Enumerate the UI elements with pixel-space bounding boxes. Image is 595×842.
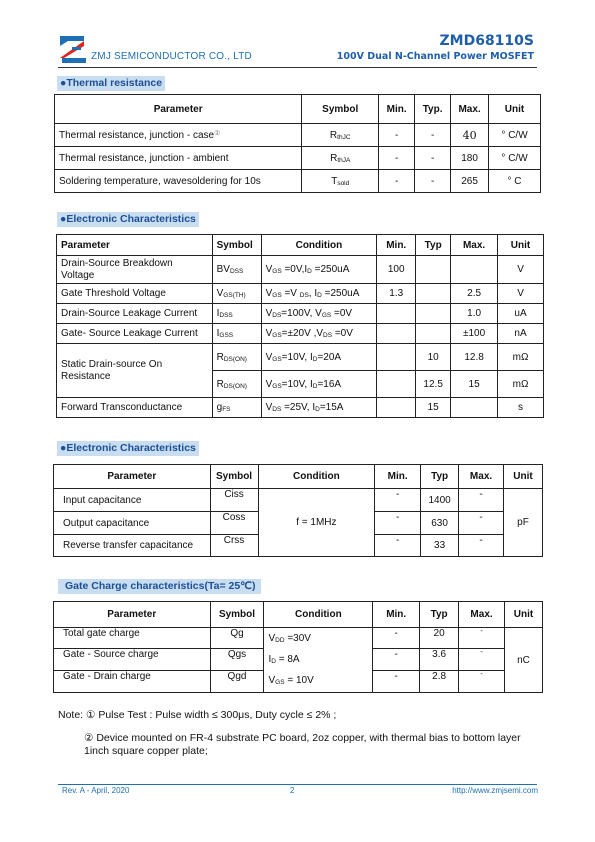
col-header: Condition <box>261 235 377 256</box>
symbol-cell: g <box>216 402 223 413</box>
col-header: Min. <box>379 95 415 124</box>
condition-cell: $V_{GS} =V$ $_{DS}$, $I_D =250uA$ <box>261 284 377 304</box>
capacitance-section-title: ●Electronic Characteristics <box>57 441 199 456</box>
max-cell: 15 <box>451 371 498 398</box>
table-header-row <box>54 602 543 628</box>
footer-divider <box>58 784 537 785</box>
unit-cell: ° C <box>489 170 541 193</box>
symbol-cell: T <box>331 175 338 187</box>
footer-page-number: 2 <box>290 786 295 795</box>
gate-charge-section-title: Gate Charge characteristics(Ta= 25℃) <box>58 579 261 594</box>
col-header: Parameter <box>55 95 302 124</box>
note-2: ② Device mounted on FR-4 substrate PC board, 2oz copper, with thermal bias to bottom layer 1inch square copper plate; <box>84 732 521 757</box>
col-header: Symbol <box>210 465 258 489</box>
condition-cell: $V_{GS}=10V$, $I_D=16A$ <box>261 371 377 398</box>
unit-cell: V <box>498 256 544 284</box>
company-name: ZMJ SEMICONDUCTOR CO., LTD <box>91 51 252 62</box>
symbol-sub: FS <box>222 406 231 413</box>
condition-cell: $V_{GS} =0V,I_D =250uA$ <box>261 256 377 284</box>
unit-cell: nA <box>498 324 544 344</box>
symbol-cell: Qg <box>210 628 264 649</box>
company-logo-icon <box>58 34 88 64</box>
condition-cell: $V_{GS}=10V$, $I_D=20A$ <box>261 344 377 371</box>
col-header: Unit <box>489 95 541 124</box>
typ-cell: 10 <box>416 344 451 371</box>
symbol-cell: I <box>216 308 220 319</box>
typ-cell: 12.5 <box>416 371 451 398</box>
unit-cell: pF <box>504 489 543 557</box>
col-header: Condition <box>264 602 373 628</box>
col-header: Max. <box>451 235 498 256</box>
param-cell: Drain-Source Breakdown Voltage <box>57 256 213 284</box>
symbol-cell: Qgd <box>210 670 264 692</box>
capacitance-table <box>53 464 543 557</box>
max-cell: 12.8 <box>451 344 498 371</box>
param-cell: Gate - Drain charge <box>54 670 211 692</box>
symbol-cell: Ciss <box>210 489 258 512</box>
symbol-cell: R <box>329 129 338 141</box>
max-cell: 40 <box>451 124 489 147</box>
param-cell: Gate Threshold Voltage <box>57 284 213 304</box>
unit-cell: mΩ <box>498 344 544 371</box>
symbol-sub: thJC <box>337 133 351 141</box>
param-cell: Drain-Source Leakage Current <box>57 304 213 324</box>
col-header: Symbol <box>302 95 379 124</box>
table-row <box>57 398 544 418</box>
typ-cell: 20 <box>420 628 459 649</box>
table-row <box>55 124 541 147</box>
table-header-row <box>54 465 543 489</box>
max-cell: 265 <box>451 170 489 193</box>
symbol-sub: GS(TH) <box>223 292 246 299</box>
electronic-table <box>56 234 544 418</box>
symbol-sub: GSS <box>219 332 234 339</box>
col-header: Unit <box>505 602 543 628</box>
symbol-cell: V <box>216 288 224 299</box>
min-cell: - <box>379 124 415 147</box>
max-cell: - <box>459 512 504 535</box>
typ-cell: 33 <box>421 535 459 557</box>
table-row <box>57 344 544 371</box>
param-cell: Output capacitance <box>54 512 211 535</box>
part-number: ZMD68110S <box>439 33 534 49</box>
col-header: Symbol <box>210 602 264 628</box>
condition-cell: $V_{GS}=\pm 20V$ $,V_{DS} =0V$ <box>261 324 377 344</box>
typ-cell: 3.6 <box>420 648 459 670</box>
symbol-cell: R <box>330 152 338 164</box>
col-header: Condition <box>258 465 375 489</box>
condition-cell: $V_{DS}=100V$, $V_{GS} =0V$ <box>261 304 377 324</box>
param-cell: Total gate charge <box>54 628 211 649</box>
unit-cell: s <box>498 398 544 418</box>
note-1: Note: ① Pulse Test : Pulse width ≤ 300μs, Duty cycle ≤ 2% ; <box>58 709 337 721</box>
table-header-row <box>55 95 541 124</box>
col-header: Min. <box>377 235 416 256</box>
symbol-sub: DSS <box>229 268 244 275</box>
min-cell: - <box>373 648 420 670</box>
col-header: Typ. <box>415 95 451 124</box>
param-cell: Gate - Source charge <box>54 648 211 670</box>
symbol-cell: Crss <box>210 535 258 557</box>
col-header: Parameter <box>54 602 211 628</box>
unit-cell: mΩ <box>498 371 544 398</box>
unit-cell: nC <box>505 628 543 693</box>
typ-cell: 2.8 <box>420 670 459 692</box>
col-header: Unit <box>504 465 543 489</box>
min-cell <box>377 398 416 418</box>
col-header: Min. <box>373 602 420 628</box>
electronic-section-title: ●Electronic Characteristics <box>57 212 199 227</box>
thermal-table <box>54 94 541 193</box>
min-cell: - <box>375 489 421 512</box>
col-header: Typ <box>421 465 459 489</box>
symbol-cell: BV <box>216 264 230 275</box>
max-cell: 180 <box>451 147 489 170</box>
typ-cell <box>416 324 451 344</box>
col-header: Typ <box>420 602 459 628</box>
col-header: Symbol <box>212 235 261 256</box>
symbol-sub: DS(ON) <box>223 382 247 390</box>
product-subtitle: 100V Dual N-Channel Power MOSFET <box>336 51 534 62</box>
min-cell <box>377 371 416 398</box>
typ-cell: - <box>415 147 451 170</box>
min-cell: 1.3 <box>377 284 416 304</box>
thermal-section-title: ●Thermal resistance <box>57 76 165 91</box>
table-row <box>54 489 543 512</box>
min-cell: - <box>373 670 420 692</box>
table-row <box>55 147 541 170</box>
table-row <box>54 628 543 649</box>
col-header: Parameter <box>57 235 213 256</box>
min-cell: - <box>379 147 415 170</box>
condition-cell: $V_{DS} =25V$, $I_D=15A$ <box>261 398 377 418</box>
symbol-cell: Coss <box>210 512 258 535</box>
max-cell: - <box>459 648 505 670</box>
col-header: Min. <box>375 465 421 489</box>
min-cell <box>377 324 416 344</box>
col-header: Parameter <box>54 465 211 489</box>
min-cell: - <box>373 628 420 649</box>
gate-charge-table <box>53 601 543 693</box>
max-cell <box>451 256 498 284</box>
symbol-sub: DSS <box>219 312 233 319</box>
symbol-cell: R <box>216 378 224 390</box>
max-cell: 2.5 <box>451 284 498 304</box>
footer-revision: Rev. A - April, 2020 <box>62 786 130 795</box>
max-cell: 1.0 <box>451 304 498 324</box>
max-cell <box>451 398 498 418</box>
typ-cell: 630 <box>421 512 459 535</box>
min-cell: - <box>375 512 421 535</box>
param-cell: Input capacitance <box>54 489 211 512</box>
min-cell <box>377 344 416 371</box>
param-cell: Thermal resistance, junction - case <box>59 130 215 141</box>
param-cell: Reverse transfer capacitance <box>54 535 211 557</box>
footer-url[interactable]: http://www.zmjsemi.com <box>452 786 538 795</box>
min-cell: - <box>379 170 415 193</box>
max-cell: - <box>459 628 505 649</box>
typ-cell <box>416 284 451 304</box>
max-cell: ±100 <box>451 324 498 344</box>
min-cell <box>377 304 416 324</box>
condition-cell: f = 1MHz <box>258 489 375 557</box>
typ-cell: 1400 <box>421 489 459 512</box>
condition-cell: $V_{DD} =30V$ $I_D = 8A$ $V_{GS} = 10V$ <box>264 628 373 693</box>
symbol-sub: thJA <box>337 156 351 164</box>
table-row <box>57 256 544 284</box>
unit-cell: V <box>498 284 544 304</box>
symbol-cell: Qgs <box>210 648 264 670</box>
unit-cell: ° C/W <box>489 124 541 147</box>
param-cell: Thermal resistance, junction - ambient <box>55 147 302 170</box>
symbol-cell: R <box>216 351 224 363</box>
max-cell: - <box>459 535 504 557</box>
unit-cell: ° C/W <box>489 147 541 170</box>
col-header: Unit <box>498 235 544 256</box>
param-cell: Soldering temperature, wavesoldering for 10s <box>55 170 302 193</box>
table-row <box>55 170 541 193</box>
col-header: Typ <box>416 235 451 256</box>
max-cell: - <box>459 670 505 692</box>
symbol-cell: I <box>216 328 220 339</box>
typ-cell <box>416 304 451 324</box>
typ-cell: - <box>415 170 451 193</box>
min-cell: 100 <box>377 256 416 284</box>
table-row <box>57 304 544 324</box>
max-cell: - <box>459 489 504 512</box>
note-ref: ① <box>214 130 221 137</box>
typ-cell <box>416 256 451 284</box>
col-header: Max. <box>459 465 504 489</box>
param-cell: Gate- Source Leakage Current <box>57 324 213 344</box>
symbol-sub: sold <box>337 179 350 187</box>
table-row <box>57 284 544 304</box>
typ-cell: - <box>415 124 451 147</box>
min-cell: - <box>375 535 421 557</box>
table-header-row <box>57 235 544 256</box>
header-divider <box>58 67 537 68</box>
param-cell: Forward Transconductance <box>57 398 213 418</box>
col-header: Max. <box>451 95 489 124</box>
param-cell: Static Drain-source On Resistance <box>57 344 213 398</box>
table-row <box>57 324 544 344</box>
symbol-sub: DS(ON) <box>223 355 247 363</box>
page-header <box>58 34 536 66</box>
col-header: Max. <box>459 602 505 628</box>
unit-cell: uA <box>498 304 544 324</box>
typ-cell: 15 <box>416 398 451 418</box>
